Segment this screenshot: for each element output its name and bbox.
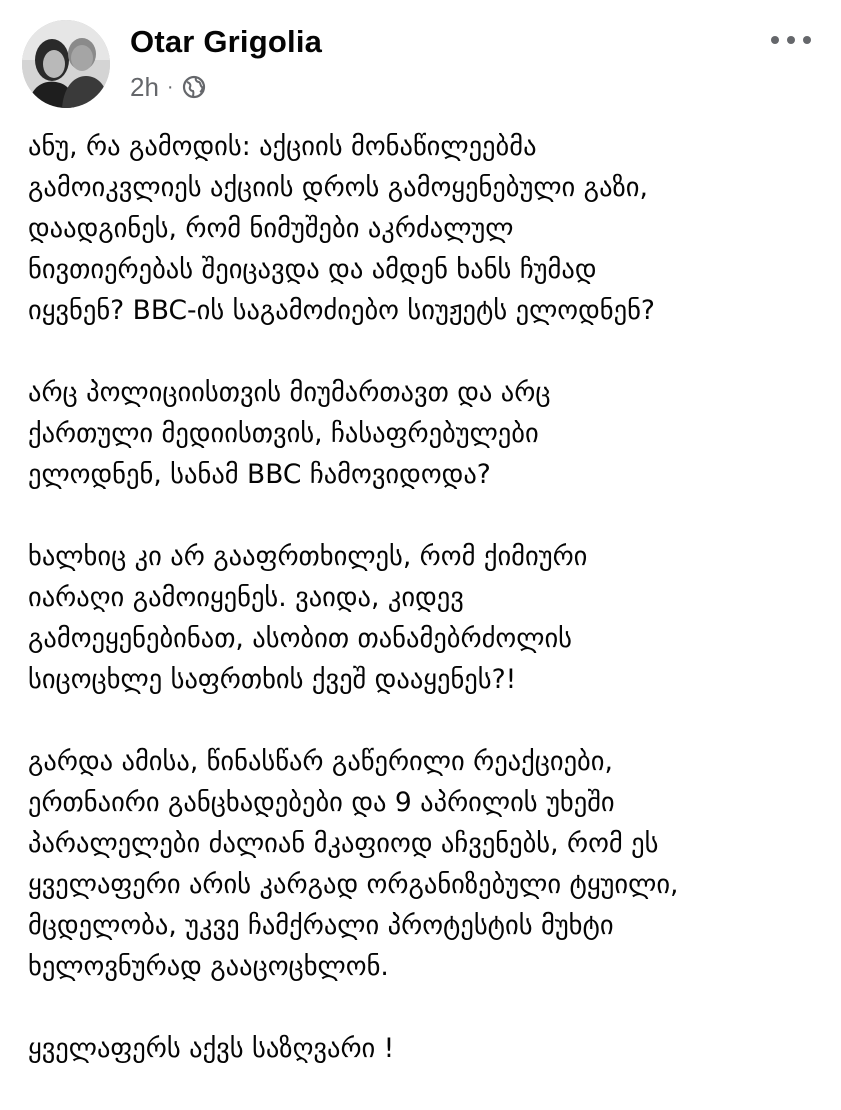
post-time[interactable]: 2h	[130, 71, 159, 102]
post-paragraph	[28, 1028, 828, 1069]
text-line: ყველაფერი არის კარგად ორგანიზებული ტყუილი,	[28, 869, 679, 900]
text-line: მცდელობა, უკვე ჩამქრალი პროტესტის მუხტი	[28, 910, 614, 941]
more-dot	[803, 36, 811, 44]
text-line: ხალხიც კი არ გააფრთხილეს, რომ ქიმიური	[28, 541, 588, 572]
more-dot	[771, 36, 779, 44]
post-text	[28, 126, 828, 1110]
text-line: სიცოცხლე საფრთხის ქვეშ დააყენეს?!	[28, 664, 517, 695]
text-line: არც პოლიციისთვის მიუმართავთ და არც	[28, 377, 551, 408]
text-line: ერთნაირი განცხადებები და 9 აპრილის უხეში	[28, 787, 615, 818]
post-paragraph	[28, 536, 828, 700]
text-line: იყვნენ? BBC-ის საგამოძიებო სიუჟეტს ელოდნენ?	[28, 295, 655, 326]
more-dot	[787, 36, 795, 44]
avatar[interactable]	[22, 20, 110, 108]
meta-separator: ·	[166, 75, 174, 98]
text-line: ხელოვნურად გააცოცხლონ.	[28, 951, 389, 982]
text-line: გამოიკვლიეს აქციის დროს გამოყენებული გაზი,	[28, 172, 648, 203]
more-options-icon[interactable]	[771, 30, 811, 50]
post-paragraph	[28, 126, 828, 331]
avatar-photo	[22, 20, 110, 108]
text-line: გარდა ამისა, წინასწარ გაწერილი რეაქციები,	[28, 746, 613, 777]
text-line: პარალელები ძალიან მკაფიოდ აჩვენებს, რომ ეს	[28, 828, 659, 859]
author-name[interactable]: Otar Grigolia	[130, 24, 323, 59]
text-line: ანუ, რა გამოდის: აქციის მონაწილეებმა	[28, 131, 537, 162]
text-line: ქართული მედიისთვის, ჩასაფრებულები	[28, 418, 539, 449]
text-line: დაადგინეს, რომ ნიმუშები აკრძალულ	[28, 213, 514, 244]
post-paragraph	[28, 741, 828, 987]
text-line: იარაღი გამოიყენეს. ვაიდა, კიდევ	[28, 582, 464, 613]
text-line: გამოეყენებინათ, ასობით თანამებრძოლის	[28, 623, 573, 654]
text-line: ყველაფერს აქვს საზღვარი !	[28, 1033, 395, 1064]
post-paragraph	[28, 372, 828, 495]
globe-icon[interactable]	[182, 75, 206, 99]
text-line: ელოდნენ, სანამ BBC ჩამოვიდოდა?	[28, 459, 491, 490]
post-meta	[130, 72, 206, 102]
post-header	[0, 0, 841, 120]
text-line: ნივთიერებას შეიცავდა და ამდენ ხანს ჩუმად	[28, 254, 597, 285]
